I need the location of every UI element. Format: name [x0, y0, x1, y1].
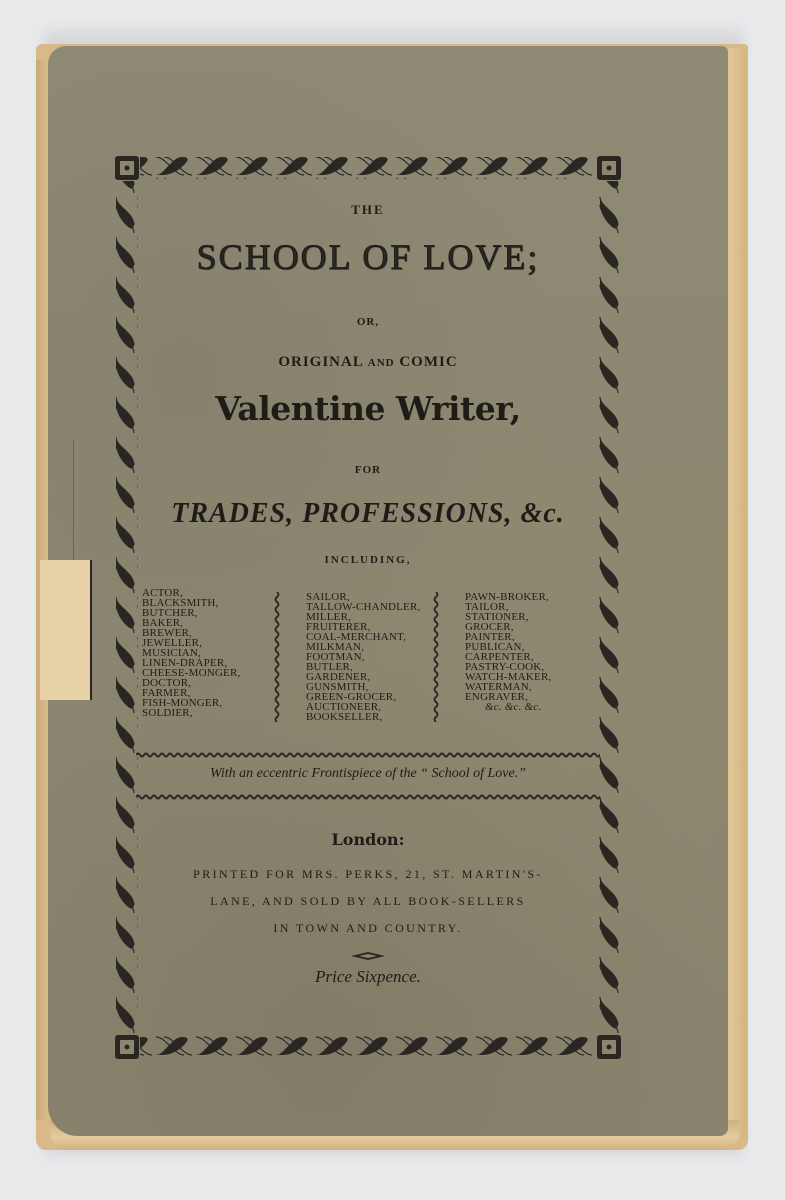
trade-item: GUNSMITH,: [306, 681, 369, 693]
main-title: SCHOOL OF LOVE;: [196, 237, 540, 277]
price: Price Sixpence.: [315, 967, 421, 986]
or-connector: OR,: [356, 316, 380, 328]
trade-item: SAILOR,: [306, 591, 350, 603]
trade-item: SOLDIER,: [142, 707, 193, 719]
subtitle-and: AND: [367, 357, 395, 369]
trade-item: MUSICIAN,: [142, 647, 201, 659]
trades-professions-heading: TRADES, PROFESSIONS, &c.: [171, 498, 565, 529]
trade-item: MILKMAN,: [306, 641, 365, 653]
trade-item: GARDENER,: [306, 671, 371, 683]
subtitle-original-comic: [140, 354, 596, 371]
trades-list: [140, 582, 596, 722]
trade-item: PAWN-BROKER,: [465, 591, 549, 603]
trade-item: FOOTMAN,: [306, 651, 365, 663]
wavy-column-divider: [433, 592, 439, 722]
trade-item: BOOKSELLER,: [306, 711, 383, 723]
trade-item: BAKER,: [142, 617, 184, 629]
trade-item: FRUITERER,: [306, 621, 371, 633]
trade-item: DOCTOR,: [142, 677, 192, 689]
imprint-line: PRINTED FOR MRS. PERKS, 21, ST. MARTIN'S-: [193, 867, 543, 881]
trade-item: PAINTER,: [465, 631, 515, 643]
including-label: INCLUDING,: [324, 554, 412, 566]
diamond-ornament-icon: [351, 952, 385, 960]
trade-item: TALLOW-CHANDLER,: [306, 601, 421, 613]
trade-item: ACTOR,: [142, 587, 184, 599]
trade-item: BLACKSMITH,: [142, 597, 219, 609]
trade-item: AUCTIONEER,: [306, 701, 382, 713]
frontispiece-note: With an eccentric Frontispiece of the “ School of Love.”: [210, 766, 526, 781]
trade-item: BREWER,: [142, 627, 192, 639]
trade-item: TAILOR,: [465, 601, 509, 613]
trades-column-3: [465, 592, 551, 712]
etcetera: &c. &c. &c.: [485, 701, 542, 713]
trade-item: PUBLICAN,: [465, 641, 525, 653]
trade-item: BUTCHER,: [142, 607, 198, 619]
trade-item: PASTRY-COOK,: [465, 661, 545, 673]
trade-item: STATIONER,: [465, 611, 529, 623]
imprint-line: LANE, AND SOLD BY ALL BOOK-SELLERS: [210, 894, 526, 908]
trades-column-1: [142, 588, 240, 718]
trade-item: WATCH-MAKER,: [465, 671, 552, 683]
ornamental-rule-bottom: [136, 794, 600, 800]
trade-item: JEWELLER,: [142, 637, 203, 649]
torn-spine-patch: [40, 560, 92, 700]
subtitle-original: ORIGINAL: [278, 354, 363, 370]
imprint: [140, 861, 596, 942]
trade-item: COAL-MERCHANT,: [306, 631, 407, 643]
trade-item: GREEN-GROCER,: [306, 691, 397, 703]
title-page: [140, 190, 596, 987]
trade-item: FISH-MONGER,: [142, 697, 223, 709]
title-article: THE: [351, 202, 385, 217]
for-label: FOR: [354, 464, 382, 476]
trade-item: CHEESE-MONGER,: [142, 667, 241, 679]
trade-item: BUTLER,: [306, 661, 353, 673]
trade-item: MILLER,: [306, 611, 352, 623]
place-of-publication: London:: [331, 830, 405, 849]
spine-crease: [48, 440, 74, 570]
trade-item: WATERMAN,: [465, 681, 532, 693]
valentine-writer-heading: Valentine Writer,: [215, 389, 521, 428]
ornamental-rule-top: [136, 752, 600, 758]
trade-item: FARMER,: [142, 687, 191, 699]
trades-column-2: [306, 592, 420, 722]
trade-item: CARPENTER,: [465, 651, 534, 663]
wavy-column-divider: [274, 592, 280, 722]
trade-item: LINEN-DRAPER,: [142, 657, 228, 669]
imprint-line: IN TOWN AND COUNTRY.: [273, 921, 463, 935]
trade-item: ENGRAVER,: [465, 691, 529, 703]
trade-item: GROCER,: [465, 621, 514, 633]
subtitle-comic: COMIC: [399, 354, 458, 370]
